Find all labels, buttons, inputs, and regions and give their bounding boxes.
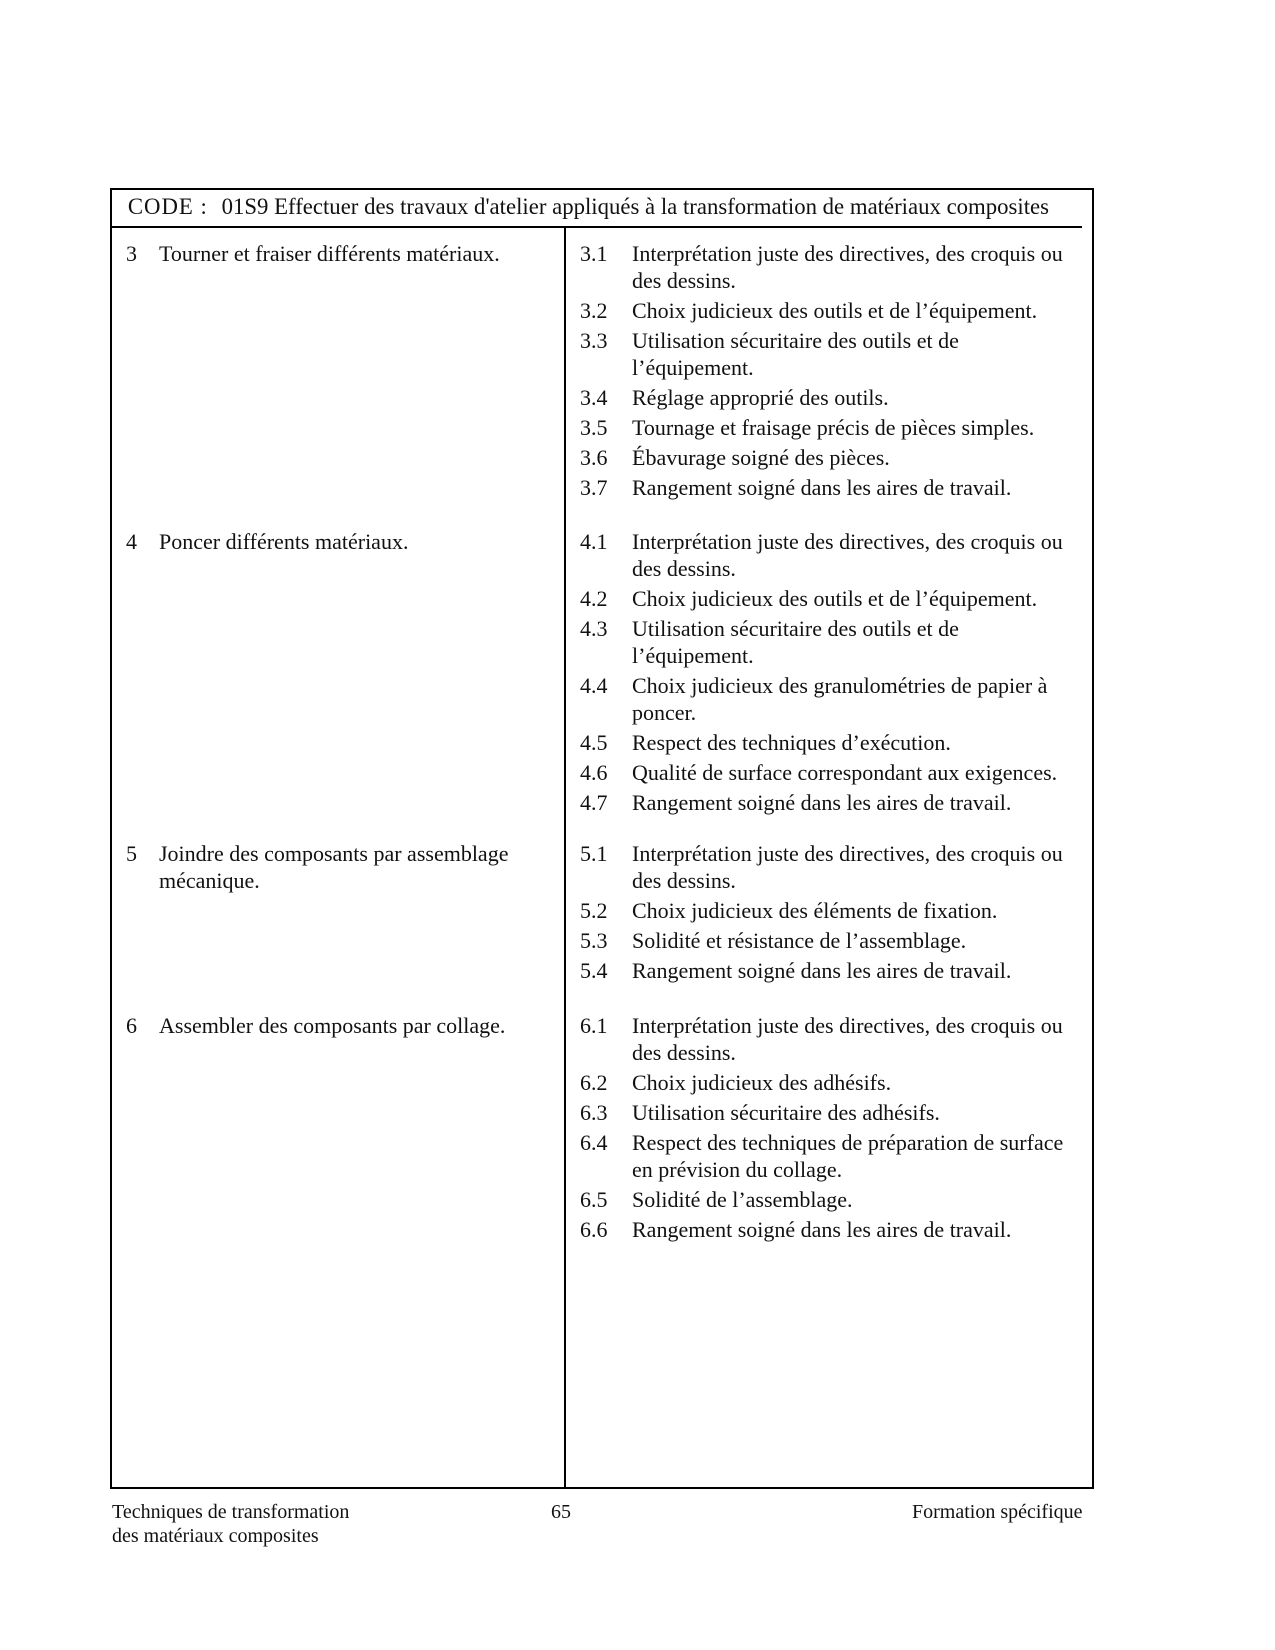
criterion <box>566 729 1094 756</box>
criterion <box>566 585 1094 612</box>
criterion-text: Tournage et fraisage précis de pièces simples. <box>632 415 1035 440</box>
criterion-number: 4.3 <box>580 616 608 641</box>
criterion-number: 3.4 <box>580 385 608 410</box>
criterion-text: Ébavurage soigné des pièces. <box>632 445 890 470</box>
criterion <box>566 297 1094 324</box>
criterion-number: 5.3 <box>580 928 608 953</box>
criterion <box>566 957 1094 984</box>
criterion-text: Rangement soigné dans les aires de travail. <box>632 958 1012 983</box>
criterion-number: 6.5 <box>580 1187 608 1212</box>
criterion-number: 4.1 <box>580 529 608 554</box>
criterion-text: Solidité de l’assemblage. <box>632 1187 853 1212</box>
criterion-number: 4.7 <box>580 790 608 815</box>
criterion-number: 6.4 <box>580 1130 608 1155</box>
criterion-number: 3.3 <box>580 328 608 353</box>
competency-number: 4 <box>126 529 137 554</box>
criterion-text: Rangement soigné dans les aires de travail. <box>632 1217 1012 1242</box>
criterion-number: 3.5 <box>580 415 608 440</box>
page-number: 65 <box>551 1501 571 1523</box>
criterion <box>566 1099 1094 1126</box>
criterion-text: Utilisation sécuritaire des outils et de l’équipement. <box>632 616 959 668</box>
criterion-number: 5.2 <box>580 898 608 923</box>
criterion <box>566 444 1094 471</box>
criterion-number: 6.2 <box>580 1070 608 1095</box>
criterion-number: 5.1 <box>580 841 608 866</box>
criterion-text: Réglage approprié des outils. <box>632 385 889 410</box>
criterion-text: Utilisation sécuritaire des adhésifs. <box>632 1100 940 1125</box>
criterion <box>566 414 1094 441</box>
criterion <box>566 927 1094 954</box>
criterion-number: 4.2 <box>580 586 608 611</box>
criterion-text: Interprétation juste des directives, des croquis ou des dessins. <box>632 529 1063 581</box>
criterion <box>566 759 1094 786</box>
criterion <box>566 840 1094 894</box>
competency-text: Tourner et fraiser différents matériaux. <box>159 241 500 266</box>
criterion <box>566 528 1094 582</box>
criterion-text: Choix judicieux des granulométries de papier à poncer. <box>632 673 1048 725</box>
criterion-number: 3.2 <box>580 298 608 323</box>
criterion <box>566 789 1094 816</box>
code-title: 01S9 Effectuer des travaux d'atelier appliqués à la transformation de matériaux composites <box>221 194 1049 219</box>
criterion-text: Respect des techniques d’exécution. <box>632 730 951 755</box>
criterion <box>566 1216 1094 1243</box>
criterion <box>566 1129 1094 1183</box>
criterion <box>566 672 1094 726</box>
footer-program-line-2: des matériaux composites <box>112 1525 319 1547</box>
footer-program-title <box>112 1500 349 1548</box>
criterion <box>566 1069 1094 1096</box>
criterion-number: 4.5 <box>580 730 608 755</box>
competency-number: 6 <box>126 1013 137 1038</box>
competency-text: Joindre des composants par assemblage mécanique. <box>159 841 509 893</box>
criterion <box>566 384 1094 411</box>
competency-number: 3 <box>126 241 137 266</box>
criterion-number: 5.4 <box>580 958 608 983</box>
criterion-text: Choix judicieux des éléments de fixation. <box>632 898 998 923</box>
criterion-text: Respect des techniques de préparation de surface en prévision du collage. <box>632 1130 1064 1182</box>
criteria-group <box>566 240 1094 504</box>
criterion <box>566 1012 1094 1066</box>
competency-table <box>110 188 1094 1489</box>
criterion-text: Utilisation sécuritaire des outils et de l’équipement. <box>632 328 959 380</box>
code-header <box>112 190 1082 228</box>
criteria-group <box>566 528 1094 819</box>
criterion-text: Interprétation juste des directives, des croquis ou des dessins. <box>632 241 1063 293</box>
competency-text: Poncer différents matériaux. <box>159 529 409 554</box>
criterion-text: Interprétation juste des directives, des croquis ou des dessins. <box>632 1013 1063 1065</box>
criterion-text: Choix judicieux des outils et de l’équipement. <box>632 586 1038 611</box>
criterion-number: 3.1 <box>580 241 608 266</box>
criterion <box>566 1186 1094 1213</box>
criterion <box>566 474 1094 501</box>
criterion-number: 4.4 <box>580 673 608 698</box>
criteria-group <box>566 1012 1094 1246</box>
code-label: CODE : <box>127 194 208 219</box>
criterion-text: Rangement soigné dans les aires de travail. <box>632 790 1012 815</box>
criterion-text: Choix judicieux des adhésifs. <box>632 1070 892 1095</box>
criterion-number: 6.3 <box>580 1100 608 1125</box>
criterion-text: Solidité et résistance de l’assemblage. <box>632 928 967 953</box>
criterion-number: 6.1 <box>580 1013 608 1038</box>
criterion-text: Choix judicieux des outils et de l’équipement. <box>632 298 1038 323</box>
competency-number: 5 <box>126 841 137 866</box>
criterion-number: 4.6 <box>580 760 608 785</box>
criterion-number: 6.6 <box>580 1217 608 1242</box>
criterion <box>566 327 1094 381</box>
criterion-number: 3.6 <box>580 445 608 470</box>
criterion-text: Interprétation juste des directives, des croquis ou des dessins. <box>632 841 1063 893</box>
competency-text: Assembler des composants par collage. <box>159 1013 506 1038</box>
footer-section: Formation spécifique <box>912 1501 1083 1523</box>
criterion-number: 3.7 <box>580 475 608 500</box>
criterion <box>566 240 1094 294</box>
footer-program-line-1: Techniques de transformation <box>112 1501 350 1523</box>
criteria-group <box>566 840 1094 987</box>
criterion <box>566 897 1094 924</box>
criterion-text: Qualité de surface correspondant aux exigences. <box>632 760 1058 785</box>
criterion <box>566 615 1094 669</box>
criterion-text: Rangement soigné dans les aires de travail. <box>632 475 1012 500</box>
